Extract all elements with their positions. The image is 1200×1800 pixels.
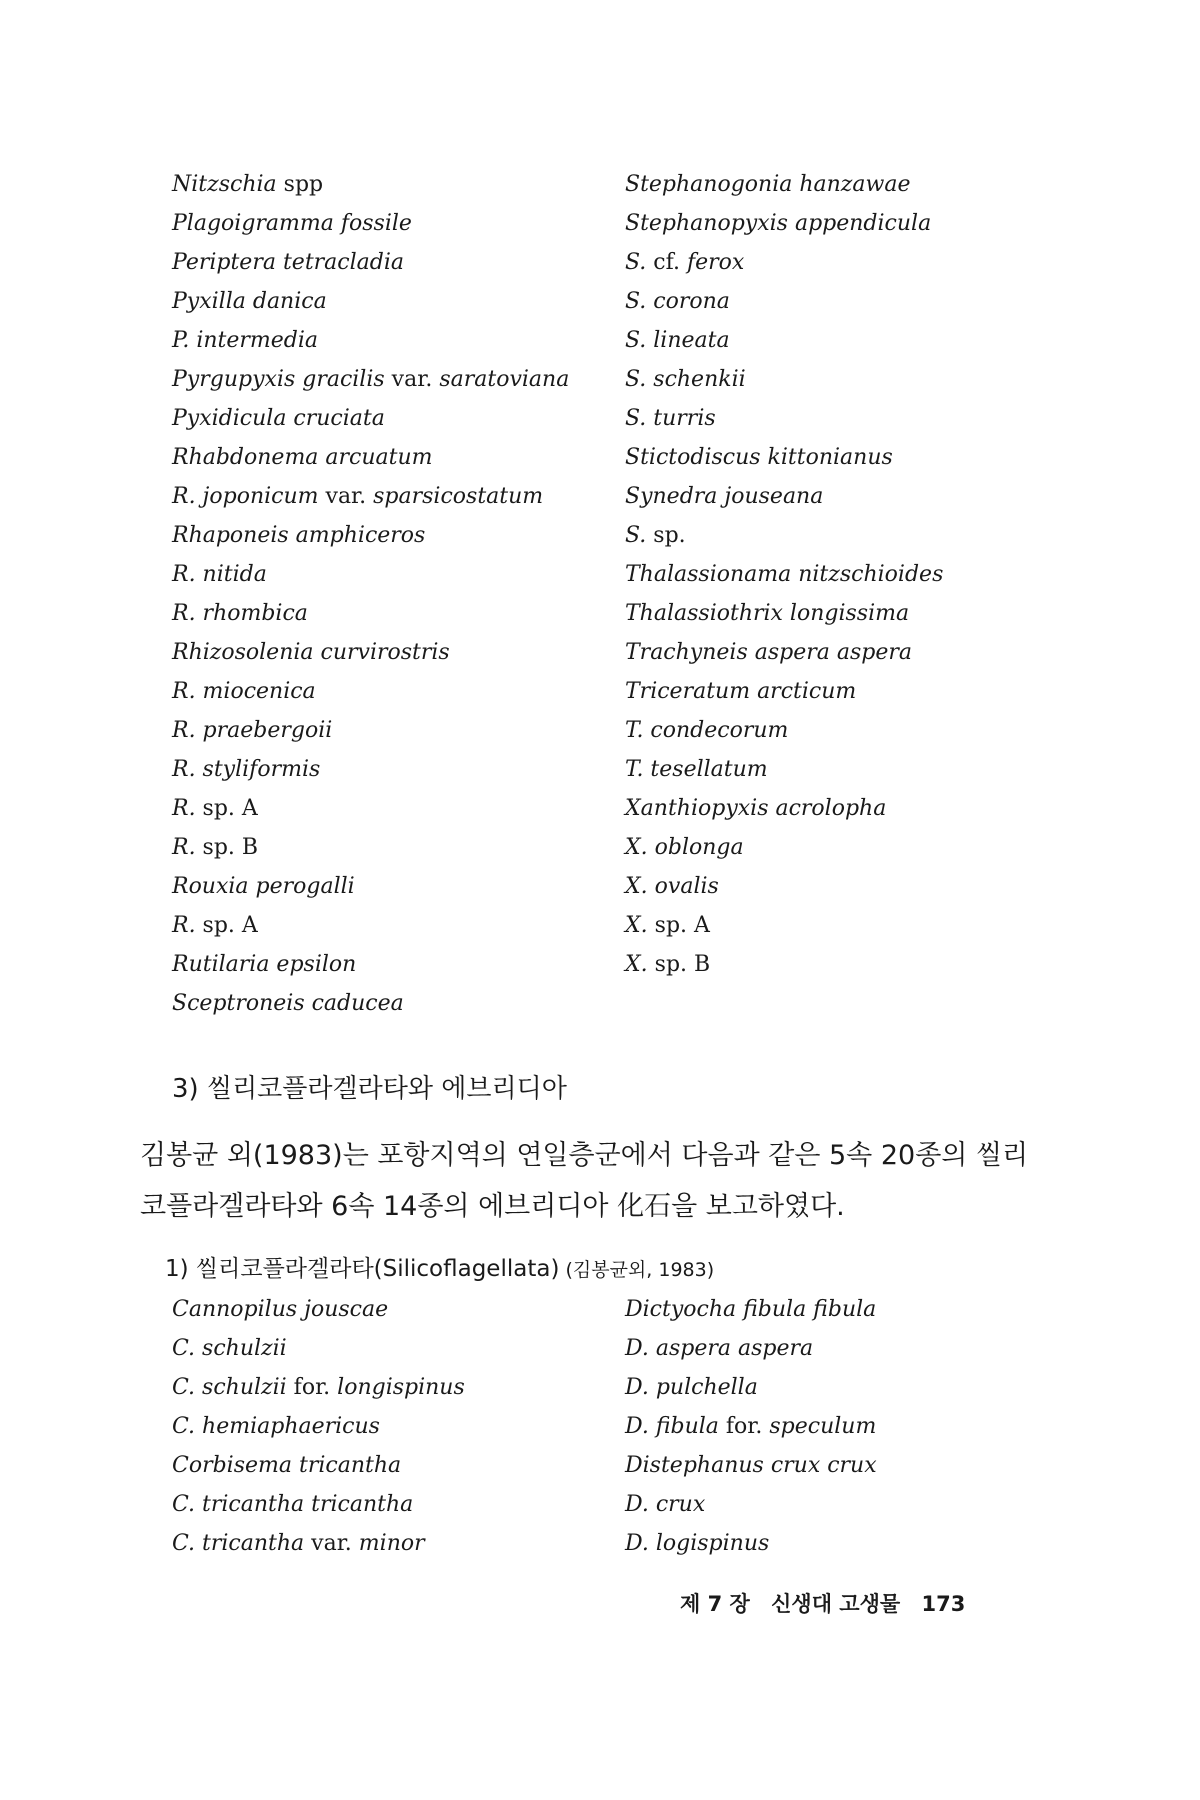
species-entry [625, 711, 943, 750]
species-qualifier: cf. [646, 250, 687, 275]
species-entry [172, 477, 569, 516]
species-entry [625, 516, 943, 555]
species-entry [625, 750, 943, 789]
species-name: Rhaponeis amphiceros [172, 523, 426, 548]
species-entry [172, 1485, 465, 1524]
species-name: T. condecorum [625, 718, 789, 743]
species-entry [172, 906, 569, 945]
species-name: Pyrgupyxis gracilis [172, 367, 385, 392]
species-name: Rhizosolenia curvirostris [172, 640, 450, 665]
species-name: Xanthiopyxis acrolopha [625, 796, 887, 821]
species-qualifier: sp. B [647, 952, 711, 977]
species-entry [172, 516, 569, 555]
species-name: C. schulzii [172, 1336, 287, 1361]
species-name: S. [625, 250, 647, 275]
species-entry [172, 750, 569, 789]
species-qualifier: for. [286, 1375, 338, 1400]
species-entry [625, 360, 943, 399]
top-species-list-left [172, 165, 569, 1023]
species-entry [625, 594, 943, 633]
species-entry [172, 672, 569, 711]
species-entry [172, 1407, 465, 1446]
species-qualifier: for. [718, 1414, 770, 1439]
section-heading: 3) 씰리코플라겔라타와 에브리디아 [172, 1074, 567, 1104]
species-entry [625, 1407, 877, 1446]
species-name: Periptera tetracladia [172, 250, 404, 275]
bottom-species-list-left [172, 1290, 465, 1563]
species-name: T. tesellatum [625, 757, 768, 782]
footer-title: 신생대 고생물 [771, 1592, 901, 1616]
footer-chapter: 제 7 장 [680, 1592, 750, 1616]
species-name: S. turris [625, 406, 716, 431]
species-entry [172, 945, 569, 984]
species-entry [172, 1446, 465, 1485]
species-qualifier: var. [304, 1531, 359, 1556]
species-name: R. joponicum [172, 484, 319, 509]
species-entry [172, 789, 569, 828]
species-epithet: longispinus [337, 1375, 465, 1400]
species-name: S. corona [625, 289, 730, 314]
species-name: R. [172, 835, 196, 860]
species-entry [625, 321, 943, 360]
species-name: Cannopilus jouscae [172, 1297, 389, 1322]
species-entry [172, 984, 569, 1023]
species-qualifier: var. [384, 367, 440, 392]
species-entry [625, 867, 943, 906]
species-qualifier: spp [276, 172, 324, 197]
species-name: Rhabdonema arcuatum [172, 445, 433, 470]
species-qualifier: sp. B [195, 835, 259, 860]
species-name: Stephanopyxis appendicula [625, 211, 932, 236]
species-name: R. [172, 796, 196, 821]
species-entry [172, 594, 569, 633]
species-qualifier: sp. A [195, 796, 258, 821]
species-name: Trachyneis aspera aspera [625, 640, 913, 665]
subsection-heading [165, 1250, 714, 1283]
species-epithet: saratoviana [439, 367, 570, 392]
species-name: C. hemiaphaericus [172, 1414, 380, 1439]
species-qualifier: sp. A [195, 913, 258, 938]
species-entry [625, 555, 943, 594]
species-name: P. intermedia [172, 328, 319, 353]
species-name: Sceptroneis caducea [172, 991, 404, 1016]
species-epithet: sparsicostatum [373, 484, 544, 509]
species-qualifier: sp. [646, 523, 686, 548]
species-name: Pyxilla danica [172, 289, 327, 314]
species-entry [625, 282, 943, 321]
species-name: Nitzschia [172, 172, 277, 197]
species-entry [172, 1329, 465, 1368]
species-name: Plagoigramma fossile [172, 211, 412, 236]
species-entry [172, 399, 569, 438]
species-entry [172, 867, 569, 906]
section-paragraph: 김봉균 외(1983)는 포항지역의 연일층군에서 다음과 같은 5속 20종의 씰리코플라겔라타와 6속 14종의 에브리디아 化石을 보고하였다. [140, 1140, 1029, 1222]
species-name: Corbisema tricantha [172, 1453, 402, 1478]
species-entry [172, 633, 569, 672]
species-name: Stictodiscus kittonianus [625, 445, 893, 470]
species-name: R. praebergoii [172, 718, 333, 743]
species-entry [172, 165, 569, 204]
species-name: D. pulchella [625, 1375, 758, 1400]
species-entry [172, 204, 569, 243]
species-name: X. [625, 913, 648, 938]
species-name: D. aspera aspera [625, 1336, 814, 1361]
species-epithet: speculum [769, 1414, 877, 1439]
species-name: X. oblonga [625, 835, 744, 860]
species-name: Thalassionama nitzschioides [625, 562, 944, 587]
species-entry [625, 1290, 877, 1329]
species-name: R. nitida [172, 562, 267, 587]
species-name: Thalassiothrix longissima [625, 601, 910, 626]
species-entry [625, 945, 943, 984]
species-entry [625, 828, 943, 867]
species-epithet: ferox [686, 250, 745, 275]
species-entry [625, 789, 943, 828]
top-species-list-right [625, 165, 943, 984]
species-entry [625, 633, 943, 672]
species-name: R. miocenica [172, 679, 316, 704]
species-epithet: minor [358, 1531, 425, 1556]
species-entry [172, 1290, 465, 1329]
species-entry [172, 243, 569, 282]
species-name: C. schulzii [172, 1375, 287, 1400]
species-name: R. rhombica [172, 601, 308, 626]
species-entry [625, 1329, 877, 1368]
subsection-title: 1) 씰리코플라겔라타(Silicoflagellata) [165, 1256, 560, 1282]
species-entry [172, 1368, 465, 1407]
species-entry [625, 165, 943, 204]
species-name: R. [172, 913, 196, 938]
species-name: D. crux [625, 1492, 706, 1517]
species-name: Dictyocha fibula fibula [625, 1297, 877, 1322]
subsection-citation: (김봉균외, 1983) [559, 1259, 715, 1281]
species-entry [172, 711, 569, 750]
species-name: C. tricantha tricantha [172, 1492, 414, 1517]
species-name: S. lineata [625, 328, 730, 353]
species-name: Triceratum arcticum [625, 679, 857, 704]
page-number: 173 [921, 1592, 966, 1616]
species-entry [172, 360, 569, 399]
species-name: Distephanus crux crux [625, 1453, 877, 1478]
species-name: S. [625, 523, 647, 548]
species-entry [625, 1524, 877, 1563]
species-name: X. [625, 952, 648, 977]
species-entry [625, 1485, 877, 1524]
species-entry [172, 828, 569, 867]
species-name: S. schenkii [625, 367, 746, 392]
species-qualifier: sp. A [647, 913, 710, 938]
species-name: Rouxia perogalli [172, 874, 355, 899]
species-entry [625, 1446, 877, 1485]
species-entry [625, 477, 943, 516]
species-name: Rutilaria epsilon [172, 952, 357, 977]
species-entry [625, 906, 943, 945]
species-name: X. ovalis [625, 874, 719, 899]
species-name: Stephanogonia hanzawae [625, 172, 911, 197]
bottom-species-list-right [625, 1290, 877, 1563]
species-entry [172, 1524, 465, 1563]
page-footer [680, 1588, 979, 1618]
species-entry [625, 399, 943, 438]
species-entry [625, 438, 943, 477]
species-name: D. fibula [625, 1414, 719, 1439]
species-entry [625, 1368, 877, 1407]
species-entry [172, 438, 569, 477]
species-name: D. logispinus [625, 1531, 770, 1556]
species-name: Pyxidicula cruciata [172, 406, 385, 431]
species-entry [172, 555, 569, 594]
species-entry [172, 321, 569, 360]
species-entry [172, 282, 569, 321]
species-qualifier: var. [318, 484, 374, 509]
species-name: R. styliformis [172, 757, 321, 782]
species-name: C. tricantha [172, 1531, 305, 1556]
species-entry [625, 243, 943, 282]
species-entry [625, 672, 943, 711]
species-name: Synedra jouseana [625, 484, 824, 509]
species-entry [625, 204, 943, 243]
